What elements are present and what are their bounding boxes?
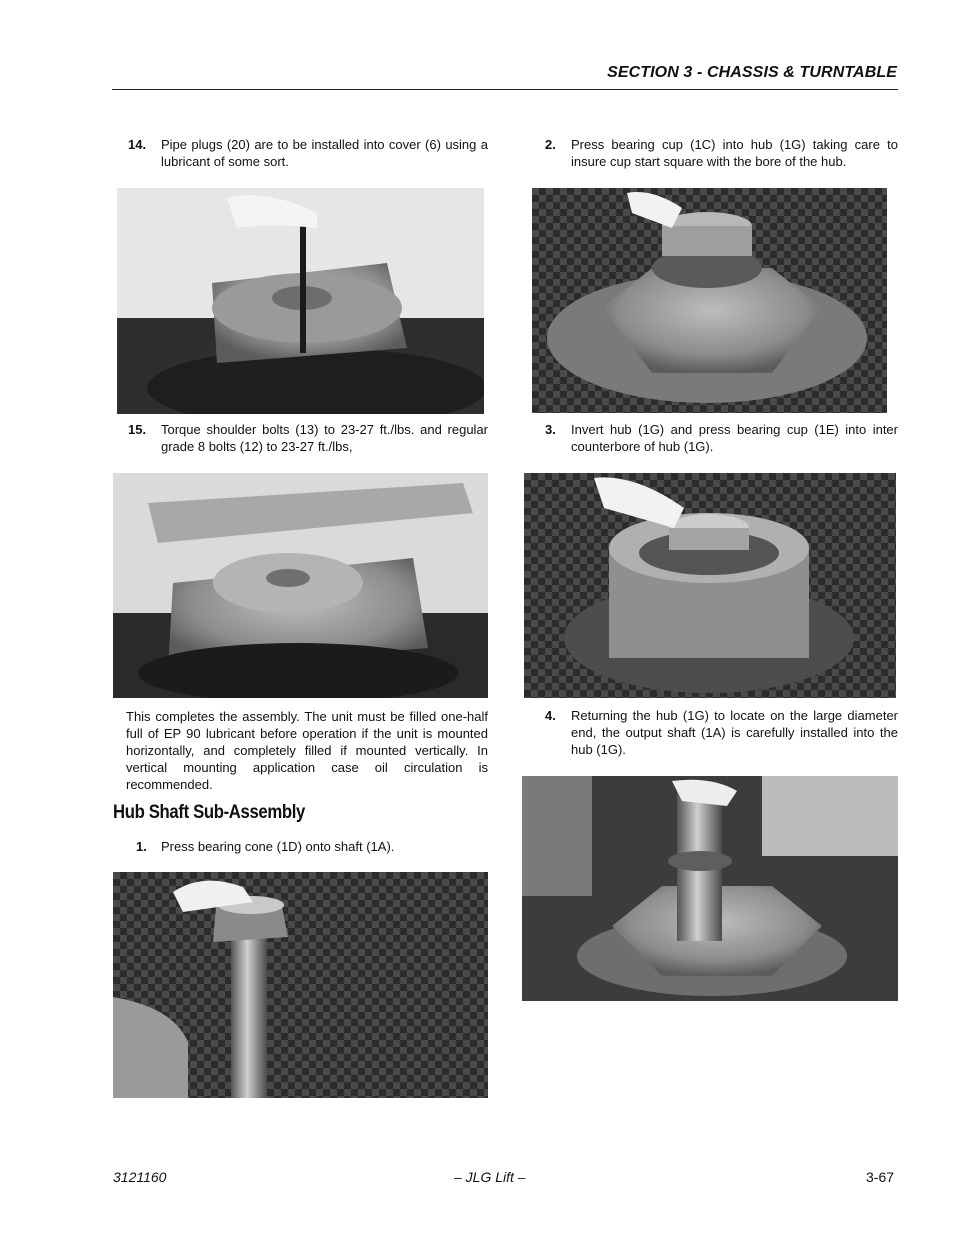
section-heading: Hub Shaft Sub-Assembly (113, 802, 305, 823)
step-4-number: 4. (545, 708, 556, 723)
footer-company: – JLG Lift – (454, 1169, 526, 1185)
footer-page-number: 3-67 (866, 1169, 895, 1185)
photo-bearing-cup-press (532, 188, 887, 413)
step-2-text: Press bearing cup (1C) into hub (1G) taking care to insure cup start square with the bore of the hub. (571, 137, 898, 169)
step-14-number: 14. (128, 137, 147, 152)
photo-inverted-hub (524, 473, 896, 698)
completion-paragraph: This completes the assembly. The unit must be filled one-half full of EP 90 lubricant before operation if the unit is mounted horizontally, and completely filled if mounted vertically. In vertical mounting application case oil circulation is recommended. (126, 709, 488, 792)
step-15-text: Torque shoulder bolts (13) to 23-27 ft./lbs. and regular grade 8 bolts (12) to 23-27 ft./lbs, (161, 422, 488, 454)
step-4-text: Returning the hub (1G) to locate on the large diameter end, the output shaft (1A) is carefully installed into the hub (1G). (571, 708, 898, 757)
step-3-number: 3. (545, 422, 556, 437)
header-divider (112, 89, 898, 90)
photo-bearing-cone (113, 872, 488, 1098)
step-1-number: 1. (136, 839, 147, 854)
step-1-text: Press bearing cone (1D) onto shaft (1A). (161, 839, 395, 854)
step-15-number: 15. (128, 422, 147, 437)
section-title: SECTION 3 - CHASSIS & TURNTABLE (607, 64, 897, 81)
photo-torque-bolts (113, 473, 488, 698)
step-2-number: 2. (545, 137, 556, 152)
footer-doc-number: 3121160 (113, 1169, 167, 1185)
step-3-text: Invert hub (1G) and press bearing cup (1E) into inter counterbore of hub (1G). (571, 422, 898, 454)
photo-pipe-plugs (117, 188, 484, 414)
step-14-text: Pipe plugs (20) are to be installed into cover (6) using a lubricant of some sort. (161, 137, 488, 169)
photo-output-shaft (522, 776, 898, 1001)
